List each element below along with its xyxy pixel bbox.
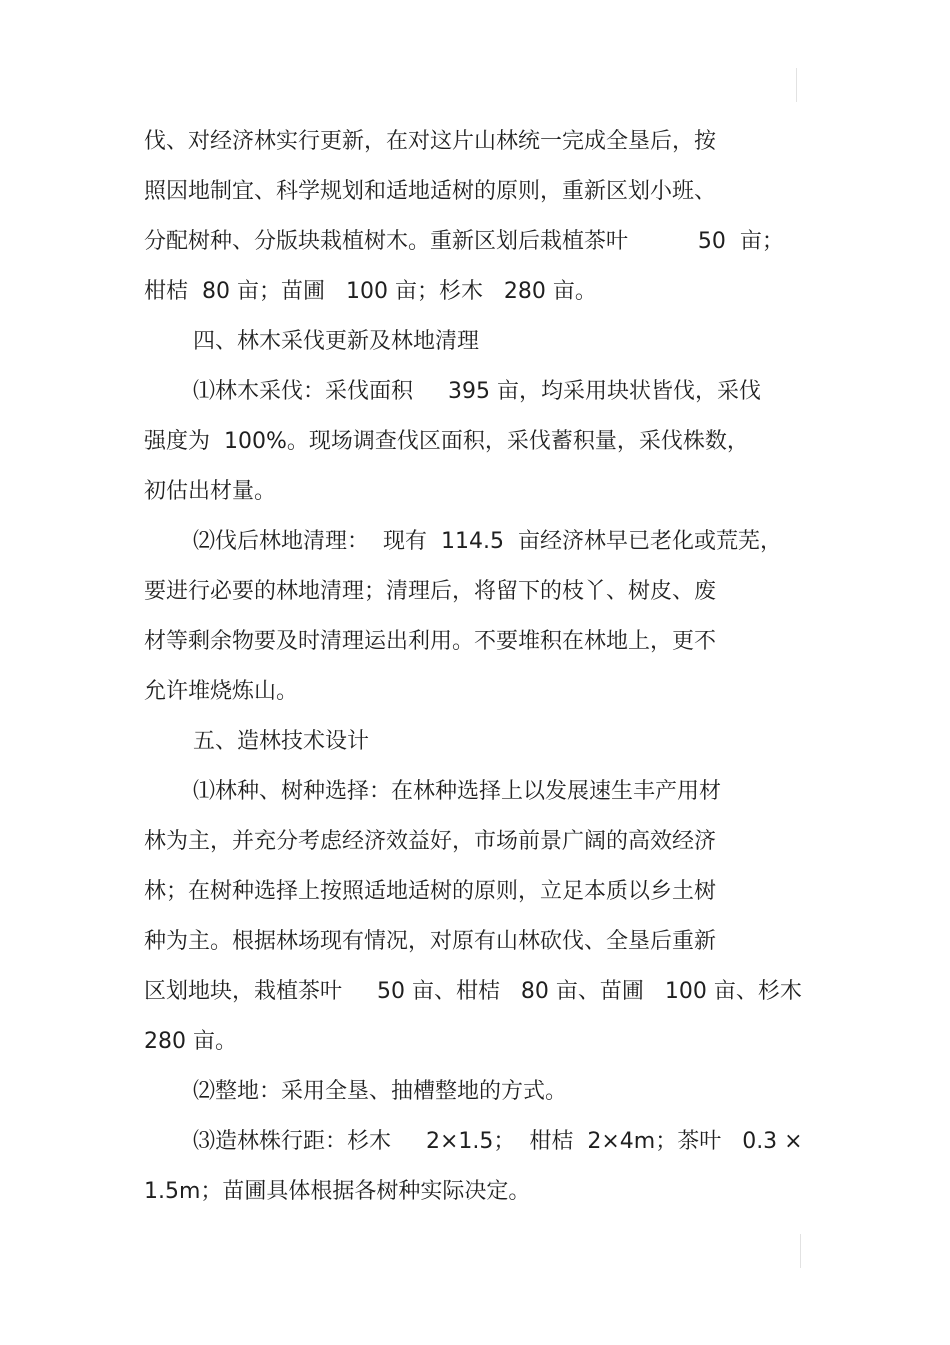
text-line: 要进行必要的林地清理；清理后，将留下的枝丫、树皮、废	[144, 579, 717, 604]
text-line: ⑴林木采伐：采伐面积 395 亩，均采用块状皆伐，采伐	[193, 379, 761, 404]
text-line: 280 亩。	[144, 1029, 237, 1054]
text-line: 种为主。根据林场现有情况，对原有山林砍伐、全垦后重新	[144, 929, 717, 954]
text-line: 1.5m；苗圃具体根据各树种实际决定。	[144, 1179, 531, 1204]
section-heading: 五、造林技术设计	[193, 729, 370, 754]
text-line: 伐、对经济林实行更新，在对这片山林统一完成全垦后，按	[144, 129, 717, 154]
page-edge-mark-top	[796, 68, 797, 102]
text-line: ⑶造林株行距：杉木 2×1.5； 柑桔 2×4m；茶叶 0.3 ×	[193, 1129, 803, 1154]
text-line: 分配树种、分版块栽植树木。重新区划后栽植茶叶 50 亩；	[144, 229, 784, 254]
text-line: 林为主，并充分考虑经济效益好，市场前景广阔的高效经济	[144, 829, 717, 854]
text-line: 初估出材量。	[144, 479, 277, 504]
section-heading: 四、林木采伐更新及林地清理	[193, 329, 480, 354]
text-line: 林；在树种选择上按照适地适树的原则，立足本质以乡土树	[144, 879, 717, 904]
text-line: ⑵伐后林地清理： 现有 114.5 亩经济林早已老化或荒芜，	[193, 529, 782, 554]
page-edge-mark-bottom	[800, 1234, 801, 1268]
text-line: 允许堆烧炼山。	[144, 679, 299, 704]
text-line: 强度为 100%。现场调查伐区面积，采伐蓄积量，采伐株数，	[144, 429, 749, 454]
text-line: 区划地块，栽植茶叶 50 亩、柑桔 80 亩、苗圃 100 亩、杉木	[144, 979, 802, 1004]
text-line: ⑵整地：采用全垦、抽槽整地的方式。	[193, 1079, 568, 1104]
text-line: 照因地制宜、科学规划和适地适树的原则，重新区划小班、	[144, 179, 717, 204]
text-line: 柑桔 80 亩；苗圃 100 亩；杉木 280 亩。	[144, 279, 597, 304]
text-line: 材等剩余物要及时清理运出利用。不要堆积在林地上，更不	[144, 629, 717, 654]
text-line: ⑴林种、树种选择：在林种选择上以发展速生丰产用材	[193, 779, 722, 804]
